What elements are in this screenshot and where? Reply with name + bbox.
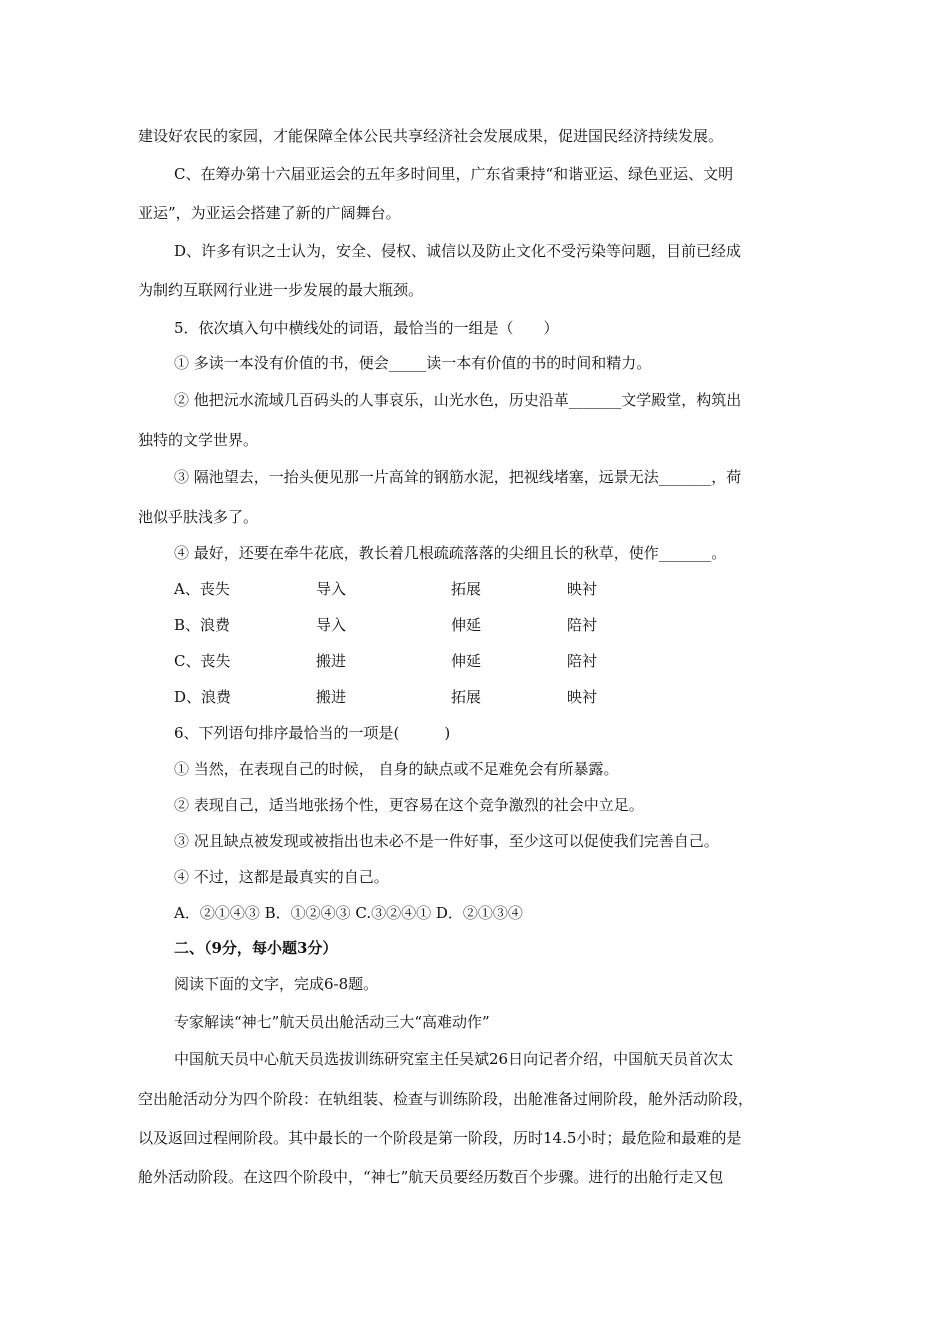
option-d-word-2: 搬进 <box>316 688 347 706</box>
question-5: 5．依次填入句中横线处的词语，最恰当的一组是（ ） <box>174 319 559 337</box>
text-line: ② 表现自己，适当地张扬个性，更容易在这个竞争激烈的社会中立足。 <box>174 796 644 814</box>
text-line: ③ 隔池望去，一抬头便见那一片高耸的钢筋水泥，把视线堵塞，远景无法_______，荷 <box>174 468 742 486</box>
text-line: ④ 不过，这都是最真实的自己。 <box>174 868 389 886</box>
text-line: 建设好农民的家园，才能保障全体公民共享经济社会发展成果，促进国民经济持续发展。 <box>138 127 724 145</box>
option-d-label: D、浪费 <box>174 688 232 706</box>
option-a-word-4: 映衬 <box>567 580 598 598</box>
option-c-word-2: 搬进 <box>316 652 347 670</box>
text-line: 以及返回过程闸阶段。其中最长的一个阶段是第一阶段，历时14.5小时；最危险和最难的是 <box>138 1129 742 1147</box>
text-line: 为制约互联网行业进一步发展的最大瓶颈。 <box>138 281 424 299</box>
option-b-word-2: 导入 <box>316 616 347 634</box>
text-line: ④ 最好，还要在牵牛花底，教长着几根疏疏落落的尖细且长的秋草，使作_______。 <box>174 544 727 562</box>
option-b-word-3: 伸延 <box>451 616 482 634</box>
text-line: ① 当然，在表现自己的时候， 自身的缺点或不足难免会有所暴露。 <box>174 760 619 778</box>
text-line: ① 多读一本没有价值的书，便会_____读一本有价值的书的时间和精力。 <box>174 354 652 372</box>
option-b-word-4: 陪衬 <box>567 616 598 634</box>
answer-options: A．②①④③ B．①②④③ C.③②④① D．②①③④ <box>174 904 523 922</box>
text-line: 舱外活动阶段。在这四个阶段中，“神七”航天员要经历数百个步骤。进行的出舱行走又包 <box>138 1168 724 1186</box>
option-d-word-3: 拓展 <box>451 688 482 706</box>
question-6: 6、下列语句排序最恰当的一项是( ) <box>174 724 451 742</box>
option-c-word-3: 伸延 <box>451 652 482 670</box>
option-a-label: A、丧失 <box>174 580 230 598</box>
article-title: 专家解读“神七”航天员出舱活动三大“高难动作” <box>174 1013 490 1031</box>
text-line: 中国航天员中心航天员选拔训练研究室主任吴斌26日向记者介绍，中国航天员首次太 <box>174 1050 734 1068</box>
text-line: C、在筹办第十六届亚运会的五年多时间里，广东省秉持“和谐亚运、绿色亚运、文明 <box>174 165 734 183</box>
text-line: 空出舱活动分为四个阶段：在轨组装、检查与训练阶段，出舱准备过闸阶段，舱外活动阶段， <box>138 1090 754 1108</box>
option-c-label: C、丧失 <box>174 652 231 670</box>
text-line: 阅读下面的文字，完成6-8题。 <box>174 975 379 993</box>
text-line: 独特的文学世界。 <box>138 431 259 449</box>
text-line: D、许多有识之士认为，安全、侵权、诚信以及防止文化不受污染等问题，目前已经成 <box>174 242 742 260</box>
text-line: ② 他把沅水流域几百码头的人事哀乐，山光水色，历史沿革_______文学殿堂，构筑出 <box>174 391 742 409</box>
option-b-label: B、浪费 <box>174 616 231 634</box>
text-line: ③ 况且缺点被发现或被指出也未必不是一件好事，至少这可以促使我们完善自己。 <box>174 832 719 850</box>
text-line: 亚运”，为亚运会搭建了新的广阔舞台。 <box>138 204 401 222</box>
text-line: 池似乎肤浅多了。 <box>138 508 259 526</box>
section-heading: 二、（9分，每小题3分） <box>174 939 338 957</box>
option-c-word-4: 陪衬 <box>567 652 598 670</box>
option-d-word-4: 映衬 <box>567 688 598 706</box>
option-a-word-3: 拓展 <box>451 580 482 598</box>
option-a-word-2: 导入 <box>316 580 347 598</box>
